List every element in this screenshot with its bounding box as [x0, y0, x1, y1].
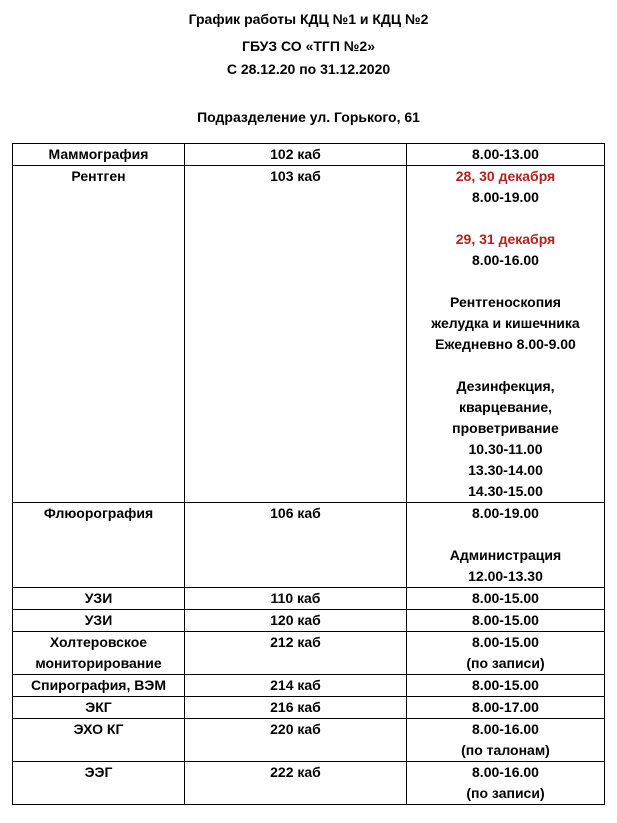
hours-cell: [407, 675, 605, 697]
table-row: [13, 719, 605, 762]
schedule-line: 14.30-15.00: [468, 483, 543, 499]
schedule-line: Ежедневно 8.00-9.00: [435, 336, 576, 352]
schedule-line: 8.00-17.00: [472, 699, 539, 715]
schedule-period: С 28.12.20 по 31.12.2020: [226, 61, 391, 77]
room-cell: [185, 632, 407, 675]
schedule-line: кварцевание,: [458, 399, 553, 415]
room-number: 102 каб: [270, 146, 321, 162]
subdivision-address: Подразделение ул. Горького, 61: [197, 109, 420, 125]
room-cell: [185, 503, 407, 588]
table-row: [13, 588, 605, 610]
room-number: 214 каб: [270, 677, 321, 693]
service-name: УЗИ: [84, 612, 113, 628]
service-cell: [13, 503, 185, 588]
schedule-line: (по записи): [466, 785, 545, 801]
hours-cell: [407, 697, 605, 719]
room-number: 120 каб: [270, 612, 321, 628]
service-name: мониторирование: [35, 655, 162, 671]
hours-cell: [407, 610, 605, 632]
room-cell: [185, 762, 407, 805]
document-title: График работы КДЦ №1 и КДЦ №2: [188, 11, 429, 27]
room-number: 103 каб: [270, 168, 321, 184]
room-number: 222 каб: [270, 764, 321, 780]
service-name: ЭКГ: [85, 699, 112, 715]
spacer: [407, 208, 604, 229]
spacer: [407, 524, 604, 545]
service-name: Маммография: [48, 146, 149, 162]
service-cell: [13, 166, 185, 503]
room-cell: [185, 610, 407, 632]
schedule-line: Дезинфекция,: [456, 378, 555, 394]
date-highlight: 28, 30 декабря: [455, 168, 556, 184]
service-cell: [13, 588, 185, 610]
hours-cell: [407, 632, 605, 675]
schedule-line: проветривание: [452, 420, 559, 436]
table-row: [13, 632, 605, 675]
service-name: Рентген: [71, 168, 126, 184]
table-row: [13, 166, 605, 503]
schedule-line: 8.00-16.00: [472, 252, 539, 268]
service-name: ЭЭГ: [84, 764, 113, 780]
hours-cell: [407, 166, 605, 503]
service-name: УЗИ: [84, 590, 113, 606]
room-cell: [185, 588, 407, 610]
table-row: [13, 697, 605, 719]
spacer: [407, 355, 604, 376]
hours-cell: [407, 762, 605, 805]
organization-name: ГБУЗ СО «ТГП №2»: [242, 38, 375, 54]
room-number: 212 каб: [270, 634, 321, 650]
schedule-line: (по талонам): [461, 742, 550, 758]
service-name: Флюорография: [43, 505, 154, 521]
schedule-line: 12.00-13.30: [468, 568, 543, 584]
hours-cell: [407, 588, 605, 610]
table-row: [13, 610, 605, 632]
schedule-line: Рентгеноскопия: [450, 294, 561, 310]
schedule-line: (по записи): [466, 655, 545, 671]
schedule-line: 8.00-13.00: [472, 146, 539, 162]
service-name: Спирография, ВЭМ: [31, 677, 166, 693]
schedule-line: 8.00-15.00: [472, 634, 539, 650]
room-number: 110 каб: [270, 590, 321, 606]
service-cell: [13, 697, 185, 719]
schedule-line: 8.00-15.00: [472, 612, 539, 628]
room-number: 106 каб: [270, 505, 321, 521]
table-row: [13, 675, 605, 697]
schedule-table: [12, 143, 605, 805]
room-cell: [185, 719, 407, 762]
schedule-table-body: [13, 144, 605, 805]
hours-cell: [407, 144, 605, 166]
service-name: Холтеровское: [49, 634, 148, 650]
schedule-line: 8.00-19.00: [472, 189, 539, 205]
schedule-line: 8.00-16.00: [472, 764, 539, 780]
hours-cell: [407, 719, 605, 762]
service-cell: [13, 762, 185, 805]
service-cell: [13, 632, 185, 675]
service-cell: [13, 675, 185, 697]
table-row: [13, 503, 605, 588]
room-cell: [185, 697, 407, 719]
service-cell: [13, 719, 185, 762]
room-cell: [185, 675, 407, 697]
hours-cell: [407, 503, 605, 588]
schedule-line: 10.30-11.00: [468, 441, 543, 457]
service-cell: [13, 610, 185, 632]
date-highlight: 29, 31 декабря: [455, 231, 556, 247]
schedule-line: 8.00-19.00: [472, 505, 539, 521]
service-name: ЭХО КГ: [73, 721, 124, 737]
table-row: [13, 762, 605, 805]
room-number: 216 каб: [270, 699, 321, 715]
schedule-line: 8.00-15.00: [472, 677, 539, 693]
room-cell: [185, 166, 407, 503]
service-cell: [13, 144, 185, 166]
room-cell: [185, 144, 407, 166]
room-number: 220 каб: [270, 721, 321, 737]
schedule-line: 8.00-16.00: [472, 721, 539, 737]
spacer: [407, 271, 604, 292]
table-row: [13, 144, 605, 166]
schedule-line: желудка и кишечника: [431, 315, 580, 331]
schedule-line: Администрация: [449, 547, 562, 563]
schedule-line: 13.30-14.00: [468, 462, 543, 478]
schedule-line: 8.00-15.00: [472, 590, 539, 606]
